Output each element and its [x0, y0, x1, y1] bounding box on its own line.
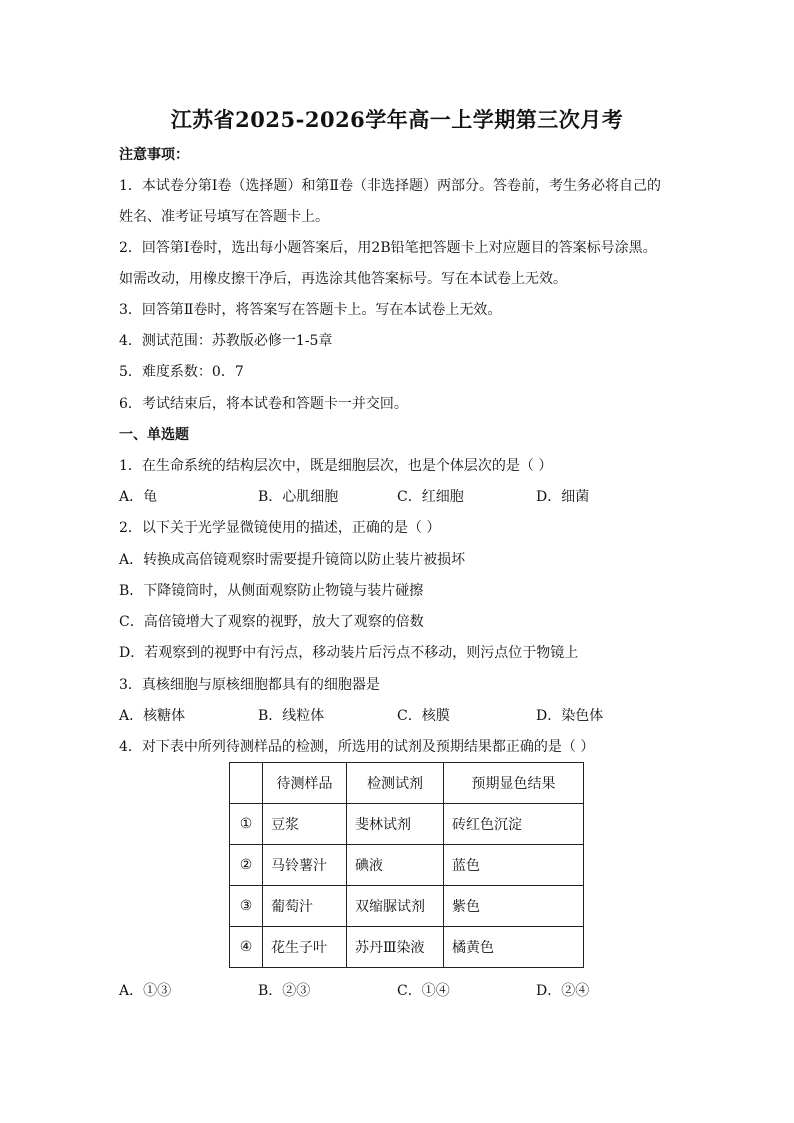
question-stem: 2．以下关于光学显微镜使用的描述，正确的是（ ） [119, 520, 441, 536]
table-header-cell [230, 763, 263, 804]
table-row [230, 845, 584, 886]
table-cell: 马铃薯汁 [263, 845, 347, 886]
option-b: B．下降镜筒时，从侧面观察防止物镜与装片碰擦 [119, 583, 424, 599]
table-header-cell: 检测试剂 [347, 763, 444, 804]
option-a: A．核糖体 [119, 708, 186, 724]
table-cell: ④ [230, 927, 263, 968]
table-cell: 双缩脲试剂 [347, 886, 444, 927]
table-cell: 蓝色 [444, 845, 584, 886]
table-cell: 橘黄色 [444, 927, 584, 968]
notice-line: 姓名、准考证号填写在答题卡上。 [119, 209, 329, 225]
option-d: D．若观察到的视野中有污点，移动装片后污点不移动，则污点位于物镜上 [119, 645, 579, 661]
notice-line: 2．回答第Ⅰ卷时，选出每小题答案后，用2B铅笔把答题卡上对应题目的答案标号涂黑。 [119, 240, 657, 256]
notice-line: 4．测试范围：苏教版必修一1-5章 [119, 333, 333, 349]
notice-line: 1．本试卷分第Ⅰ卷（选择题）和第Ⅱ卷（非选择题）两部分。答卷前，考生务必将自己的 [119, 178, 661, 194]
option-b: B．线粒体 [258, 708, 325, 724]
option-b: B．心肌细胞 [258, 489, 339, 505]
option-a: A．龟 [119, 489, 158, 505]
notice-line: 如需改动，用橡皮擦干净后，再选涂其他答案标号。写在本试卷上无效。 [119, 271, 567, 287]
table-header-cell: 预期显色结果 [444, 763, 584, 804]
table-row [230, 804, 584, 845]
table-cell: ③ [230, 886, 263, 927]
table-cell: 豆浆 [263, 804, 347, 845]
option-c: C．红细胞 [397, 489, 464, 505]
table-row [230, 927, 584, 968]
table-row [230, 886, 584, 927]
option-c: C．核膜 [397, 708, 450, 724]
table-cell: ② [230, 845, 263, 886]
notice-heading: 注意事项： [119, 147, 189, 163]
option-a: A．转换成高倍镜观察时需要提升镜筒以防止装片被损坏 [119, 552, 466, 568]
table-cell: 紫色 [444, 886, 584, 927]
option-a: A．①③ [119, 983, 172, 999]
table-cell: 花生子叶 [263, 927, 347, 968]
question-stem: 3．真核细胞与原核细胞都具有的细胞器是 [119, 677, 380, 693]
table-header-row [230, 763, 584, 804]
table-cell: 斐林试剂 [347, 804, 444, 845]
option-d: D．细菌 [536, 489, 590, 505]
notice-line: 6．考试结束后，将本试卷和答题卡一并交回。 [119, 396, 408, 412]
table-header-cell: 待测样品 [263, 763, 347, 804]
page-title: 江苏省2025-2026学年高一上学期第三次月考 [170, 107, 624, 132]
table-cell: 碘液 [347, 845, 444, 886]
question-stem: 4．对下表中所列待测样品的检测，所选用的试剂及预期结果都正确的是（ ） [119, 739, 595, 755]
table-cell: ① [230, 804, 263, 845]
table-cell: 苏丹Ⅲ染液 [347, 927, 444, 968]
sample-test-table [229, 762, 584, 968]
table-cell: 砖红色沉淀 [444, 804, 584, 845]
option-d: D．②④ [536, 983, 590, 999]
question-stem: 1．在生命系统的结构层次中，既是细胞层次，也是个体层次的是（ ） [119, 458, 553, 474]
notice-line: 3．回答第Ⅱ卷时，将答案写在答题卡上。写在本试卷上无效。 [119, 302, 502, 318]
option-b: B．②③ [258, 983, 311, 999]
option-d: D．染色体 [536, 708, 604, 724]
notice-line: 5．难度系数：0．7 [119, 364, 244, 380]
table-cell: 葡萄汁 [263, 886, 347, 927]
option-c: C．高倍镜增大了观察的视野，放大了观察的倍数 [119, 614, 424, 630]
option-c: C．①④ [397, 983, 450, 999]
section-heading: 一、单选题 [119, 427, 189, 443]
